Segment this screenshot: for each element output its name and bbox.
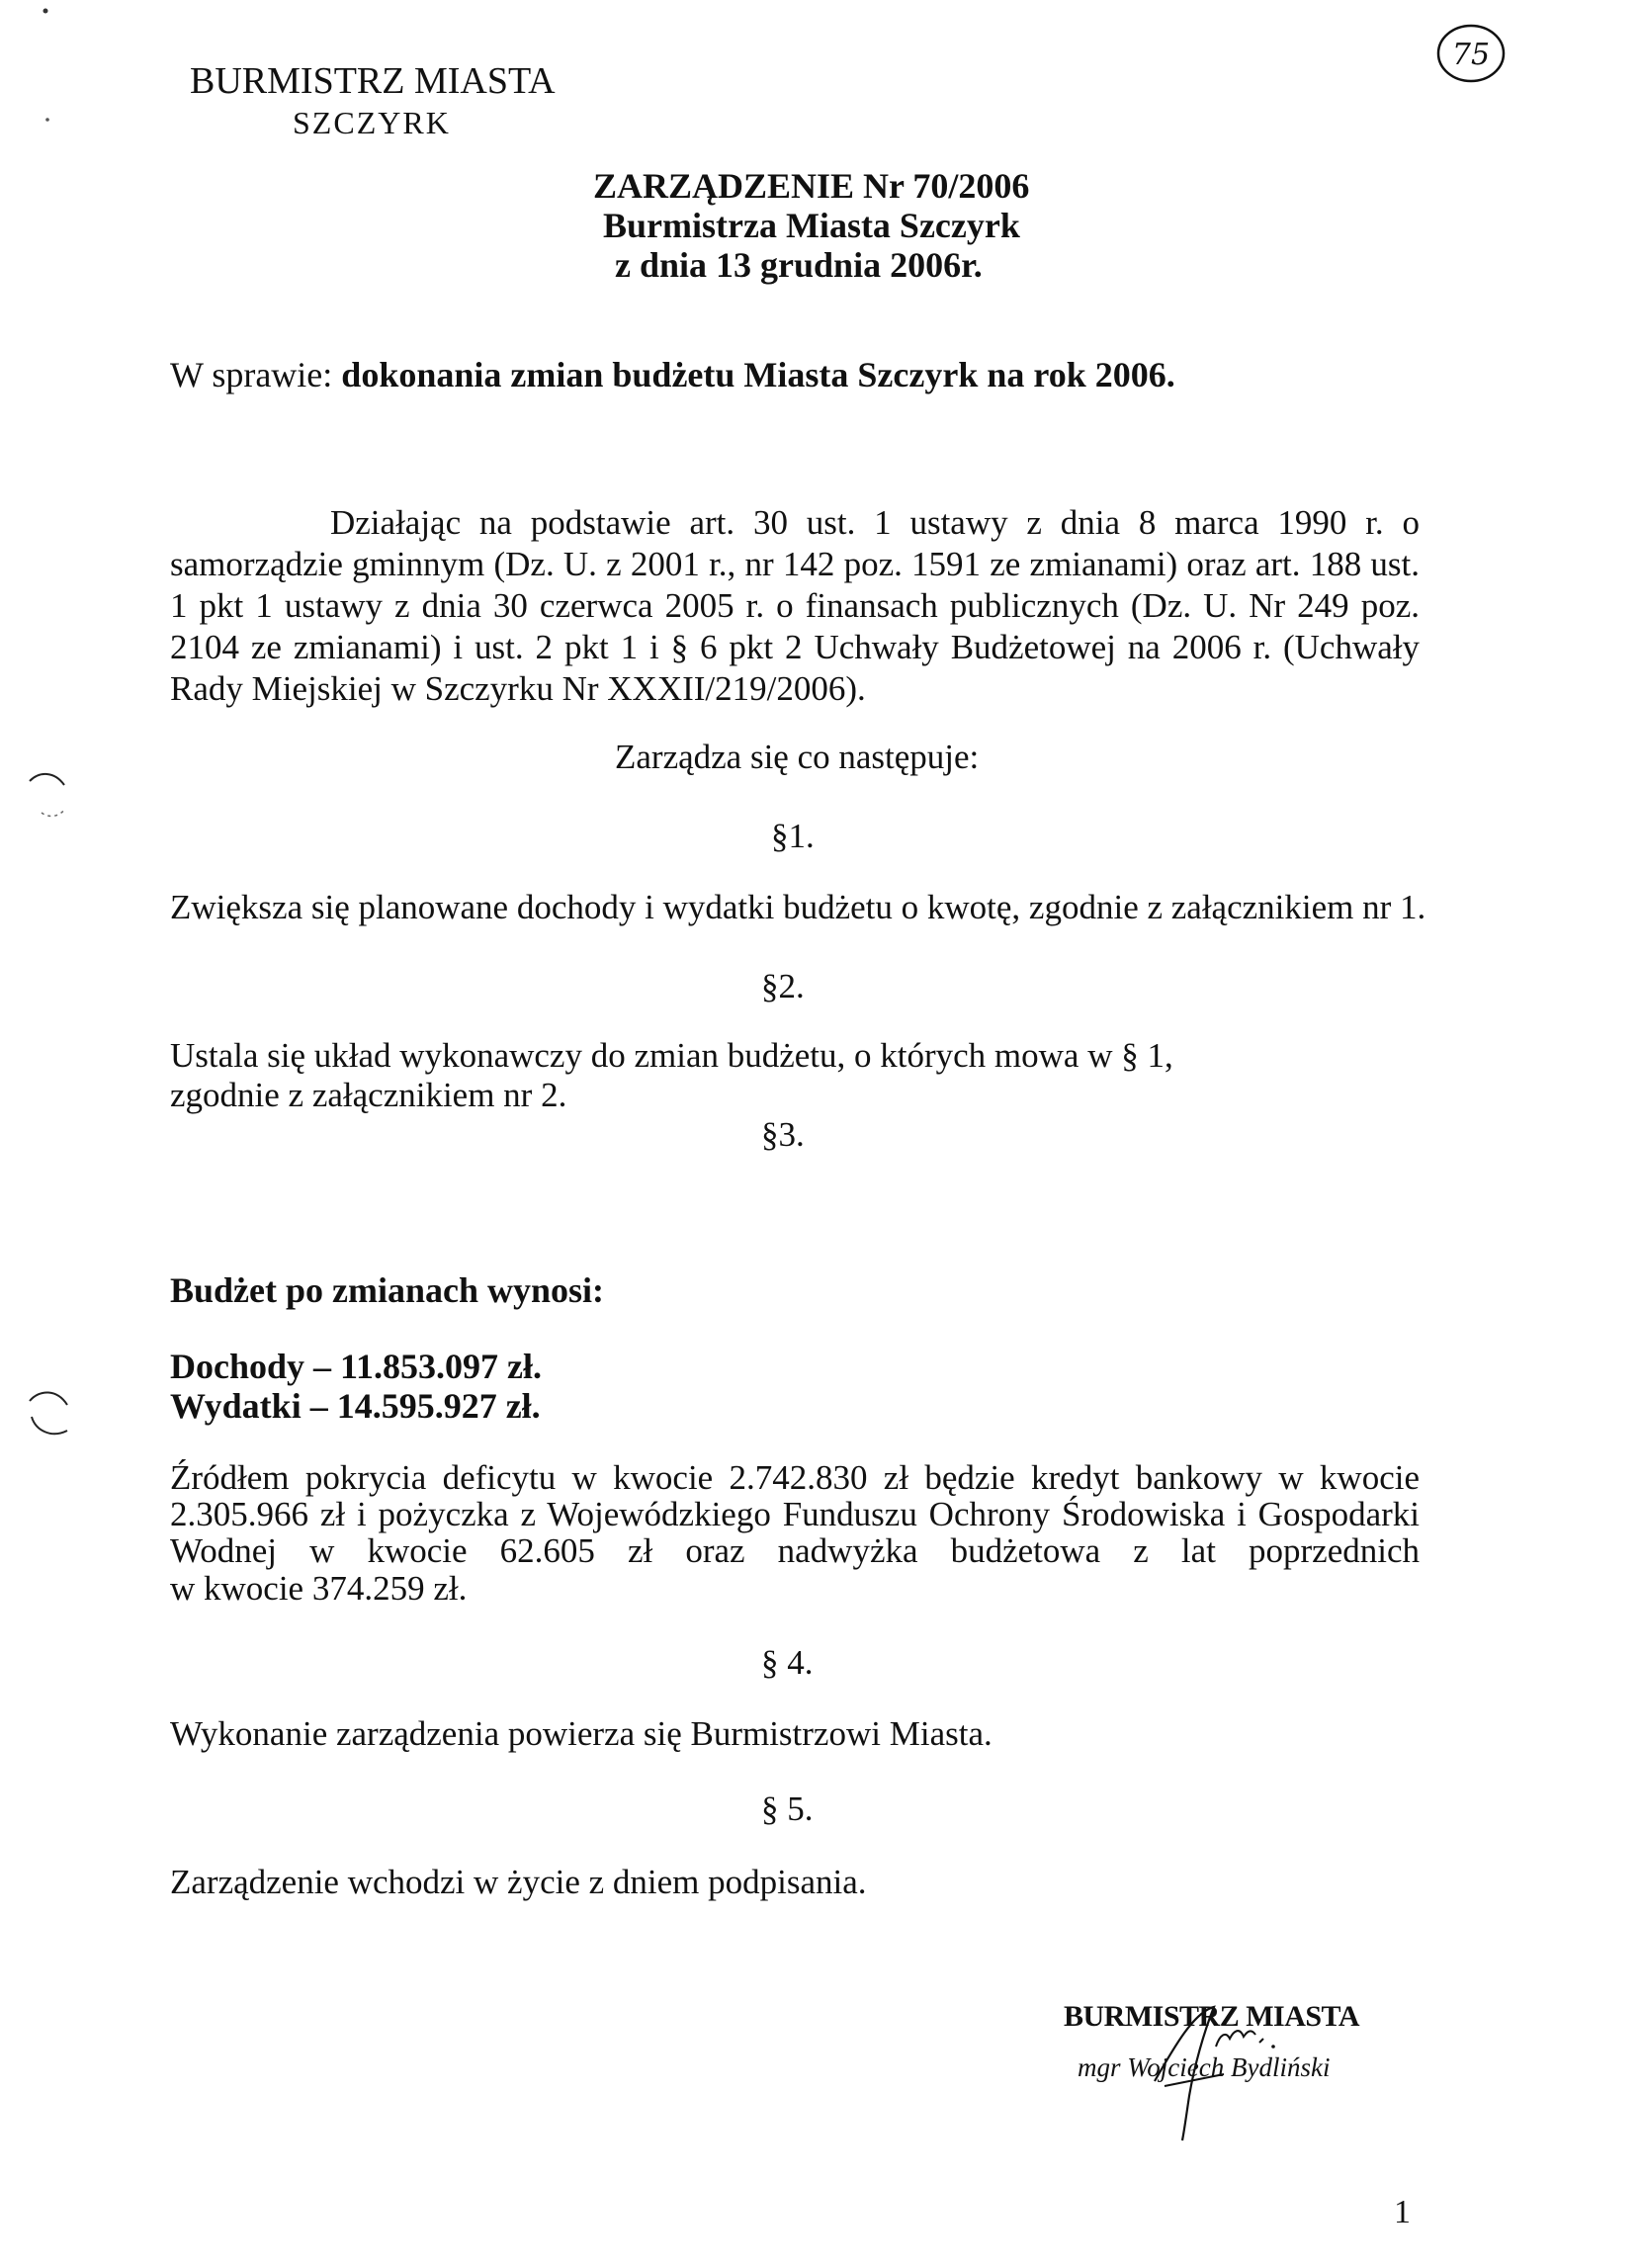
subject-prefix: W sprawie: — [170, 355, 342, 394]
decree-title: ZARZĄDZENIE Nr 70/2006 — [593, 166, 1030, 206]
section-3-label: §3. — [761, 1115, 805, 1154]
section-1-label: §1. — [771, 817, 815, 855]
legal-basis-paragraph — [170, 502, 1420, 710]
handwritten-signature — [1135, 1987, 1293, 2145]
section-4-label: § 4. — [761, 1643, 814, 1682]
hole-punch-mark — [20, 761, 89, 830]
decree-date: z dnia 13 grudnia 2006r. — [615, 245, 983, 285]
page-number: 1 — [1394, 2194, 1411, 2230]
scan-speck — [40, 5, 51, 17]
decree-issuer: Burmistrza Miasta Szczyrk — [603, 206, 1020, 245]
subject-text: dokonania zmian budżetu Miasta Szczyrk na rok 2006. — [341, 355, 1175, 394]
office-title: BURMISTRZ MIASTA — [190, 60, 556, 102]
orders-intro: Zarządza się co następuje: — [615, 738, 980, 776]
handwritten-page-stamp — [1431, 18, 1511, 89]
decree-title-block — [583, 166, 1029, 285]
section-2-text: Ustala się układ wykonawczy do zmian budżetu, o których mowa w § 1, zgodnie z załącznikiem nr 2. — [170, 1036, 1173, 1114]
decree-subject — [170, 354, 1175, 395]
deficit-paragraph: Źródłem pokrycia deficytu w kwocie 2.742.830 zł będzie kredyt bankowy w kwocie 2.305.966 zł i pożyczka z Wojewódzkiego Funduszu Ochrony Środowiska i Gospodarki Wodnej w kwocie 62.605 zł oraz nadwyżka budżetowa z lat poprzednich — [170, 1458, 1420, 1570]
section-5-text: Zarządzenie wchodzi w życie z dniem podpisania. — [170, 1863, 867, 1901]
svg-text:75: 75 — [1451, 38, 1491, 72]
signature-title: BURMISTRZ MIASTA — [1064, 2000, 1359, 2033]
budget-expenses: Wydatki – 14.595.927 zł. — [170, 1386, 541, 1426]
section-2-label: §2. — [761, 967, 805, 1005]
office-city: SZCZYRK — [293, 105, 451, 140]
hole-punch-mark — [22, 1379, 91, 1448]
legal-basis-text: Działając na podstawie art. 30 ust. 1 ustawy z dnia 8 marca 1990 r. o samorządzie gminnym (Dz. U. z 2001 r., nr 142 poz. 1591 ze zmianami) oraz art. 188 ust. 1 pkt 1 ustawy z dnia 30 czerwca 2005 r. o finansach publicznych (Dz. U. Nr 249 poz. 2104 ze zmianami) i ust. 2 pkt 1 i § 6 pkt 2 Uchwały Budżetowej na 2006 r. (Uchwały Rady Miejskiej w Szczyrku Nr XXXII/219/2006). — [170, 503, 1420, 708]
section-5-label: § 5. — [761, 1789, 814, 1828]
budget-heading: Budżet po zmianach wynosi: — [170, 1270, 605, 1310]
budget-income: Dochody – 11.853.097 zł. — [170, 1347, 543, 1386]
deficit-paragraph-last-line: w kwocie 374.259 zł. — [170, 1569, 468, 1608]
signature-name: mgr Wojciech Bydliński — [1078, 2052, 1331, 2082]
section-1-text: Zwiększa się planowane dochody i wydatki budżetu o kwotę, zgodnie z załącznikiem nr 1. — [170, 888, 1426, 926]
section-4-text: Wykonanie zarządzenia powierza się Burmistrzowi Miasta. — [170, 1714, 993, 1753]
scan-speck — [42, 114, 53, 126]
